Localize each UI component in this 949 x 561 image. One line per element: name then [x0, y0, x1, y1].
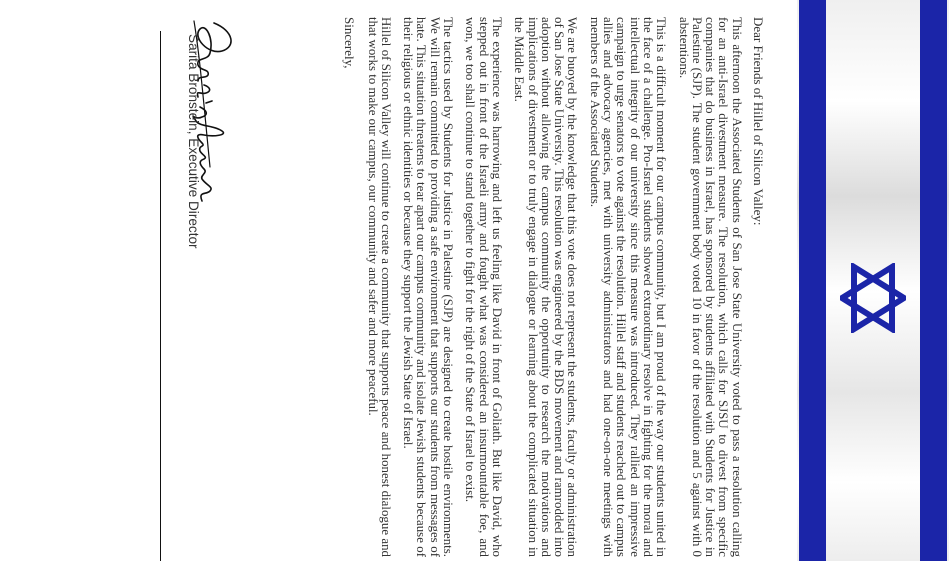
flag-stripe-top — [920, 0, 947, 561]
israeli-flag-banner — [797, 0, 949, 561]
letter-paragraph: This is a difficult moment for our campus community, but I am proud of the way our students united in the face of a challenge. Pro-Israel students showed extraordinary resolve in fighting for the moral and intellectual integrity of our university since this measure was introduced. They rallied an impressive campaign to urge senators to vote against the resolution. Hillel staff and students reached out to campus allies and advocacy agencies, met with university administrators and had one-on-one meetings with members of the Associated Students. — [587, 17, 669, 557]
letter-paragraph: The tactics used by Students for Justice in Palestine (SJP) are designed to create hostile environments. We will remain committed to providing a safe environment that supports our students from messages of hate. This situation threatens to tear apart our campus community and isolate Jewish students because of their religious or ethnic identities or because they support the Jewish State of Israel. — [401, 17, 456, 557]
letter-paragraph: We are buoyed by the knowledge that this vote does not represent the students, faculty or administration of San Jose State University. This resolution was engineered by the BDS movement and ramrodded into adoption without allowing the campus community the opportunity to research the motivations and implications of divestment or to truly engage in dialogue or learning about the complicated situation in the Middle East. — [512, 17, 580, 557]
letter-greeting: Dear Friends of Hillel of Silicon Valley: — [751, 17, 766, 226]
signer-name: Sarita Bronstein, Executive Director — [185, 34, 201, 249]
letter-body — [154, 17, 765, 557]
letter-paragraph: The experience was harrowing and left us feeling like David in front of Goliath. But like David, who stepped out in front of the Israeli army and fought what was considered an insurmountable foe, and won, we too shall continue to stand together to fight for the right of the State of Israel to exist. — [463, 17, 504, 557]
signature-block — [154, 17, 339, 557]
letter-paragraph: This afternoon the Associated Students of San Jose State University voted to pass a resolution calling for an anti-Israel divestment measure. The resolution, which calls for SJSU to divest from specific companies that do business in Israel, has sponsored by students affiliated with Students for Justice in Palestine (SJP). The student government body voted 10 in favor of the resolution and 5 against with 0 abstentions. — [676, 17, 744, 557]
star-of-david-icon — [840, 263, 906, 333]
letter-closing: Sincerely, — [342, 17, 358, 69]
letter-paragraph: Hillel of Silicon Valley will continue to create a community that supports peace and honest dialogue and that works to make our campus, our community and safer and more peaceful. — [365, 17, 393, 557]
footer-rule — [160, 31, 161, 561]
flag-stripe-bottom — [799, 0, 826, 561]
